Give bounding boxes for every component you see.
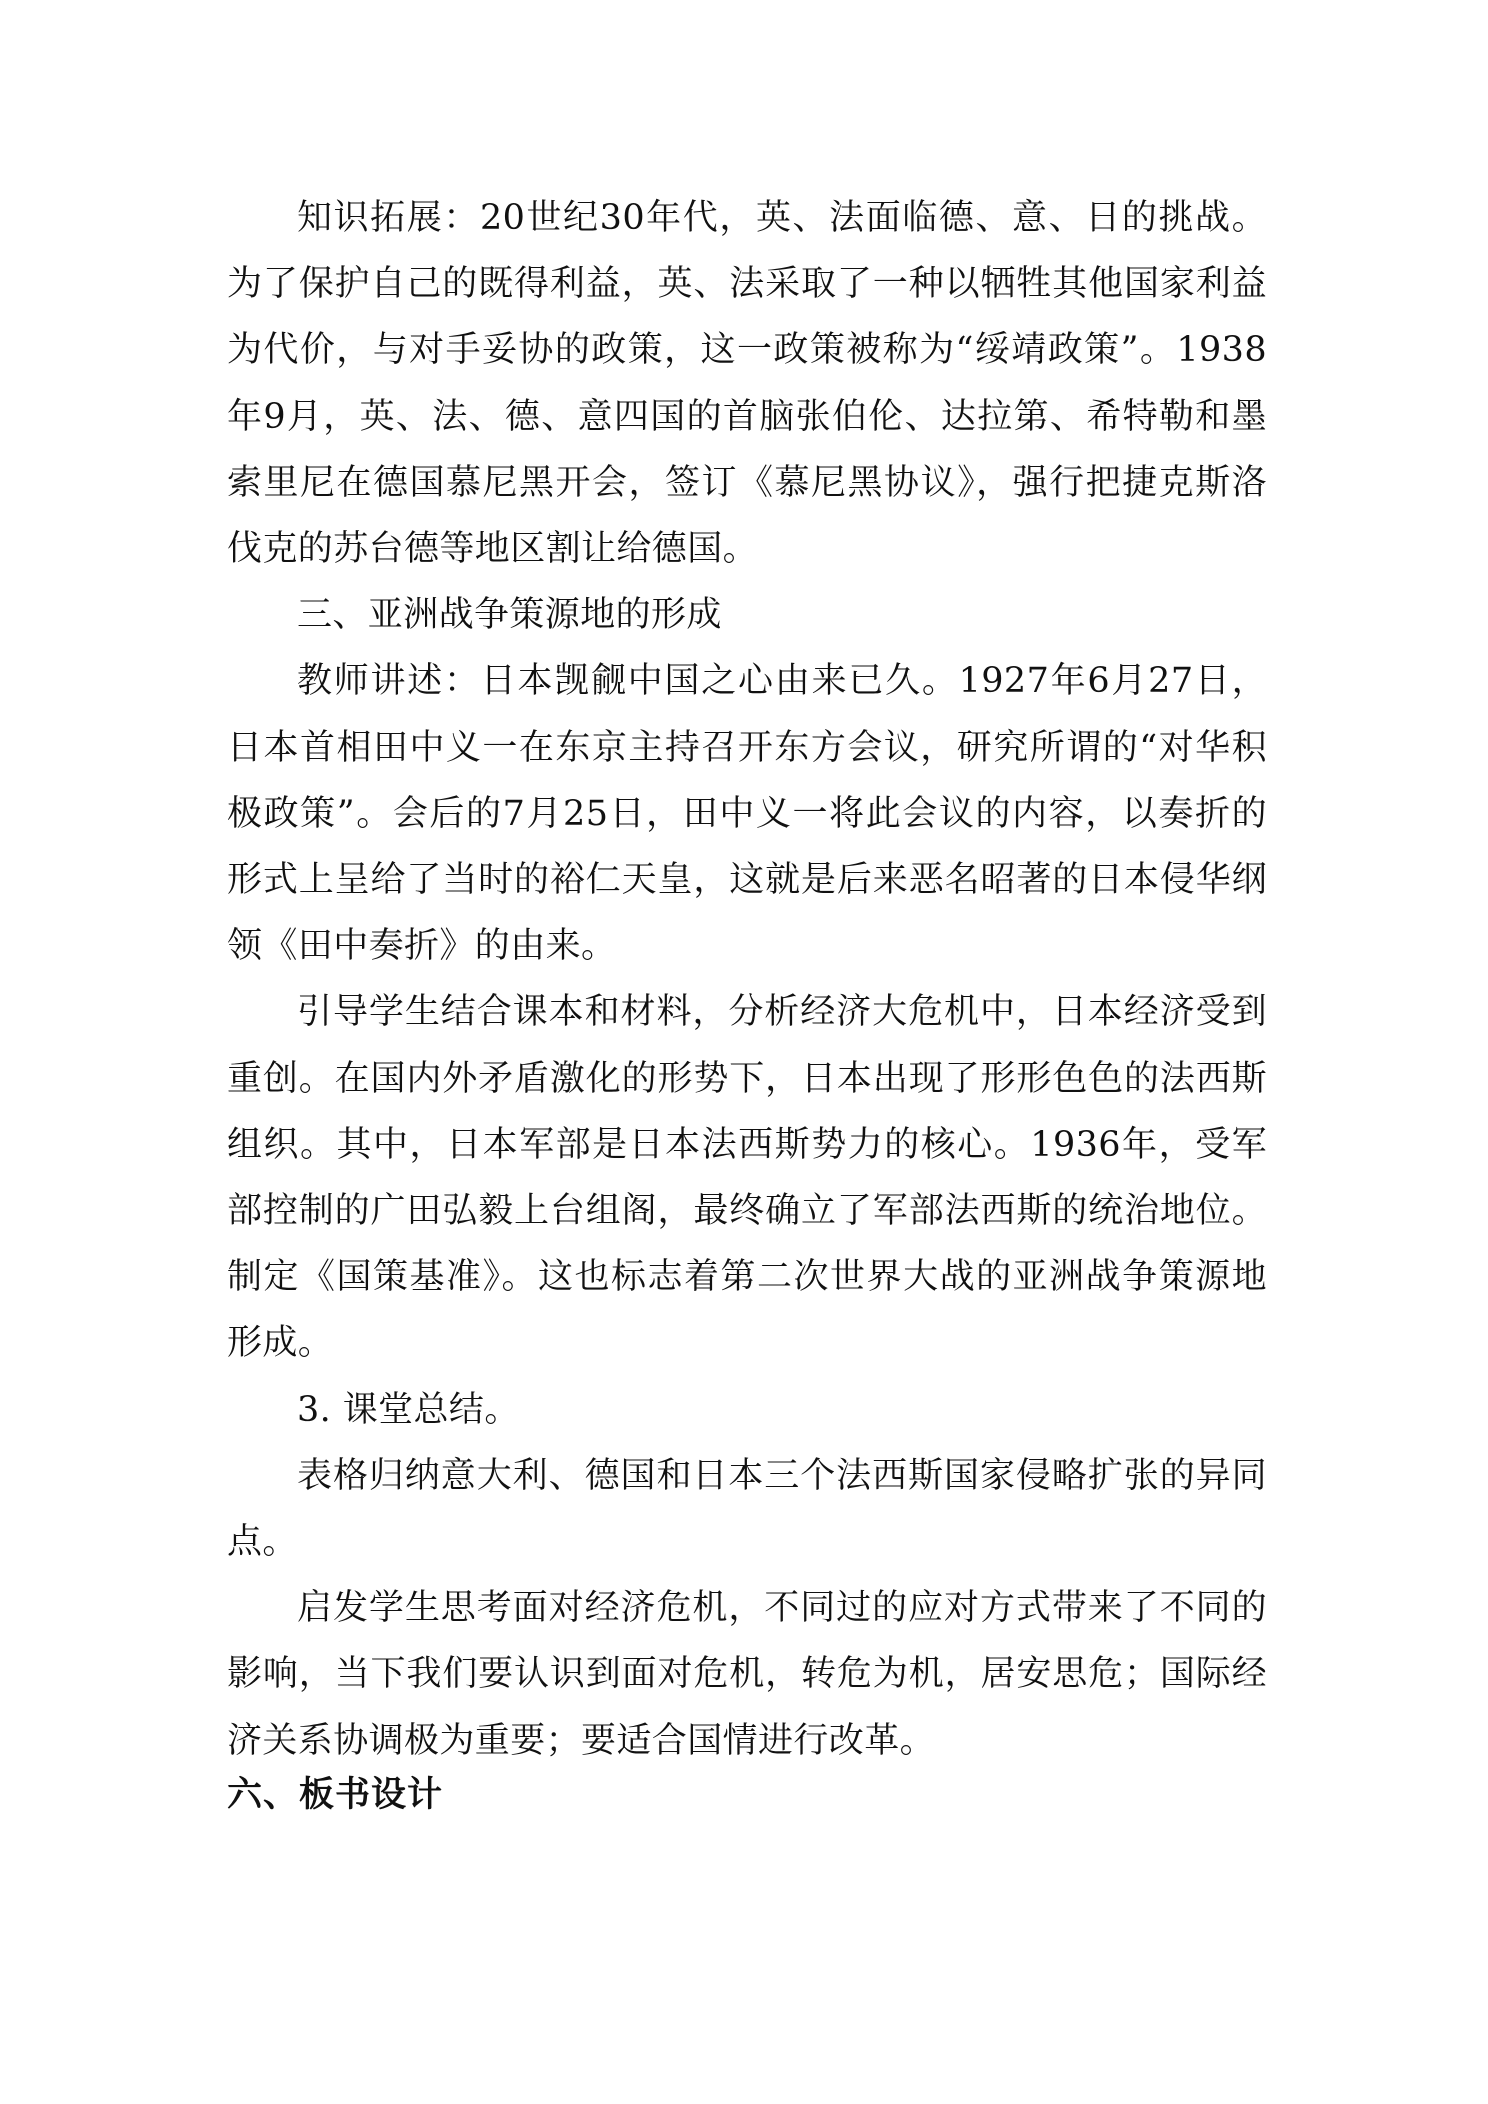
subheading-asia-war-source: 三、亚洲战争策源地的形成 bbox=[297, 595, 722, 636]
body-text bbox=[227, 185, 1267, 1774]
subheading-class-summary: 3. 课堂总结。 bbox=[297, 1389, 520, 1430]
paragraph-teacher-narration: 教师讲述：日本觊觎中国之心由来已久。1927年6月27日，日本首相田中义一在东京主持召开东方会议，研究所谓的“对华积极政策”。会后的7月25日，田中义一将此会议的内容，以奏折的形式上呈给了当时的裕仁天皇，这就是后来恶名昭著的日本侵华纲领《田中奏折》的由来。 bbox=[227, 661, 1267, 967]
paragraph-knowledge-extension: 知识拓展：20世纪30年代，英、法面临德、意、日的挑战。为了保护自己的既得利益，英、法采取了一种以牺牲其他国家利益为代价，与对手妥协的政策，这一政策被称为“绥靖政策”。1938年9月，英、法、德、意四国的首脑张伯伦、达拉第、希特勒和墨索里尼在德国慕尼黑开会，签订《慕尼黑协议》，强行把捷克斯洛伐克的苏台德等地区割让给德国。 bbox=[227, 198, 1267, 570]
paragraph-reflection: 启发学生思考面对经济危机，不同过的应对方式带来了不同的影响，当下我们要认识到面对危机，转危为机，居安思危；国际经济关系协调极为重要；要适合国情进行改革。 bbox=[227, 1588, 1267, 1761]
paragraph-table-summary: 表格归纳意大利、德国和日本三个法西斯国家侵略扩张的异同点。 bbox=[227, 1455, 1267, 1563]
paragraph-student-guidance: 引导学生结合课本和材料，分析经济大危机中，日本经济受到重创。在国内外矛盾激化的形势下，日本出现了形形色色的法西斯组织。其中，日本军部是日本法西斯势力的核心。1936年，受军部控制的广田弘毅上台组阁，最终确立了军部法西斯的统治地位。制定《国策基准》。这也标志着第二次世界大战的亚洲战争策源地形成。 bbox=[227, 992, 1267, 1364]
section-heading-blackboard-design: 六、板书设计 bbox=[227, 1775, 444, 1815]
